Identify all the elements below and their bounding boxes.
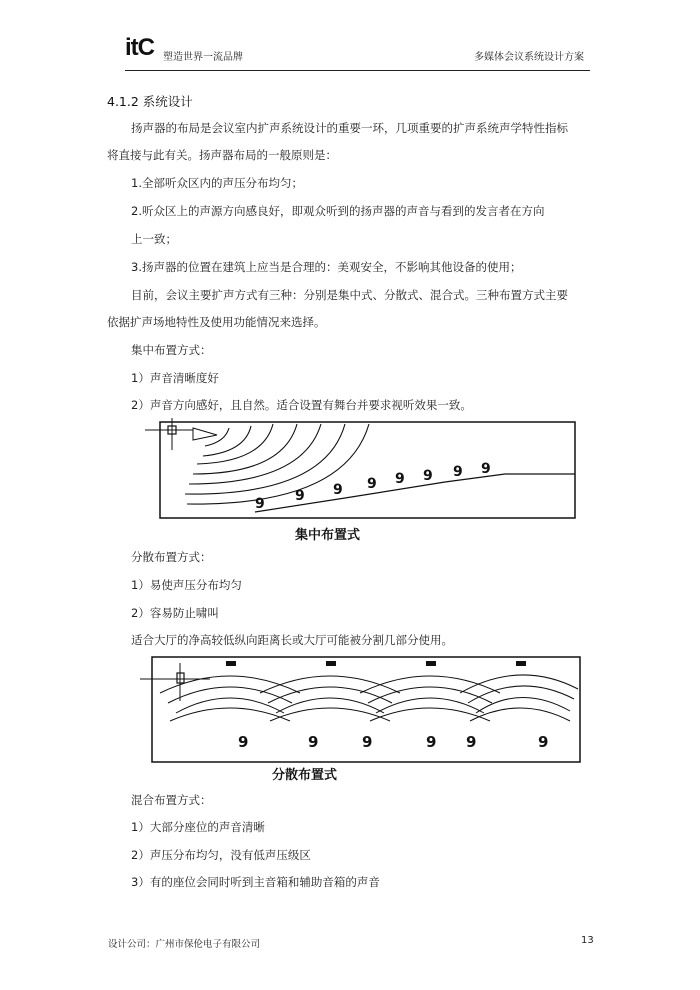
listener-icon: 9 [255, 496, 265, 512]
listener-icon: 9 [466, 733, 477, 751]
list-item: 上一致； [131, 232, 177, 246]
list-item: 2.听众区上的声源方向感良好，即观众听到的扬声器的声音与看到的发言者在方向 [131, 204, 545, 218]
list-item: 1）大部分座位的声音清晰 [131, 820, 265, 834]
list-item: 1）声音清晰度好 [131, 371, 219, 385]
listener-icon: 9 [362, 733, 373, 751]
document-title: 多媒体会议系统设计方案 [474, 52, 584, 63]
list-item: 1）易使声压分布均匀 [131, 578, 242, 592]
listener-icon: 9 [481, 461, 491, 477]
logo-slogan: 塑造世界一流品牌 [163, 52, 243, 63]
figure-caption: 集中布置式 [295, 528, 361, 543]
figure-caption: 分散布置式 [272, 768, 338, 783]
subheading: 分散布置方式： [131, 550, 212, 564]
list-item: 3.扬声器的位置在建筑上应当是合理的：美观安全，不影响其他设备的使用； [131, 260, 522, 274]
listener-icon: 9 [426, 733, 437, 751]
speaker-icon [426, 661, 436, 666]
speaker-icon [326, 661, 336, 666]
page-header [125, 30, 590, 71]
distributed-layout-figure [140, 655, 585, 785]
speaker-horn-icon [193, 428, 217, 440]
page-number: 13 [581, 935, 594, 946]
paragraph-line: 依据扩声场地特性及使用功能情况来选择。 [107, 315, 326, 329]
list-item: 3）有的座位会同时听到主音箱和辅助音箱的声音 [131, 875, 380, 889]
ceiling-speakers [226, 661, 526, 666]
paragraph-line: 将直接与此有关。扬声器布局的一般原则是： [107, 148, 337, 162]
listener-icon: 9 [295, 488, 305, 504]
listener-icon: 9 [453, 464, 463, 480]
list-item: 2）声音方向感好，且自然。适合设置有舞台并要求视听效果一致。 [131, 398, 472, 412]
listener-icon: 9 [367, 476, 377, 492]
sound-waves [160, 675, 578, 721]
speaker-icon [226, 661, 236, 666]
subheading: 集中布置方式： [131, 343, 212, 357]
speaker-icon [516, 661, 526, 666]
company-logo: itC [125, 34, 154, 61]
listener-icon: 9 [423, 468, 433, 484]
list-item: 2）声压分布均匀，没有低声压级区 [131, 848, 311, 862]
paragraph-line: 目前，会议主要扩声方式有三种：分别是集中式、分散式、混合式。三种布置方式主要 [131, 288, 568, 302]
list-item: 1.全部听众区内的声压分布均匀； [131, 176, 303, 190]
subheading: 混合布置方式： [131, 793, 212, 807]
central-layout-figure [145, 418, 580, 548]
paragraph-note: 适合大厅的净高较低纵向距离长或大厅可能被分割几部分使用。 [131, 633, 453, 647]
listener-icon: 9 [333, 482, 343, 498]
paragraph-line: 扬声器的布局是会议室内扩声系统设计的重要一环，几项重要的扩声系统声学特性指标 [131, 121, 568, 135]
listener-icon: 9 [395, 471, 405, 487]
section-title: 4.1.2 系统设计 [107, 94, 193, 109]
listener-icon: 9 [238, 733, 249, 751]
list-item: 2）容易防止啸叫 [131, 606, 219, 620]
listener-icon: 9 [308, 733, 319, 751]
footer-company: 设计公司：广州市保伦电子有限公司 [108, 939, 261, 950]
listener-icon: 9 [538, 733, 549, 751]
